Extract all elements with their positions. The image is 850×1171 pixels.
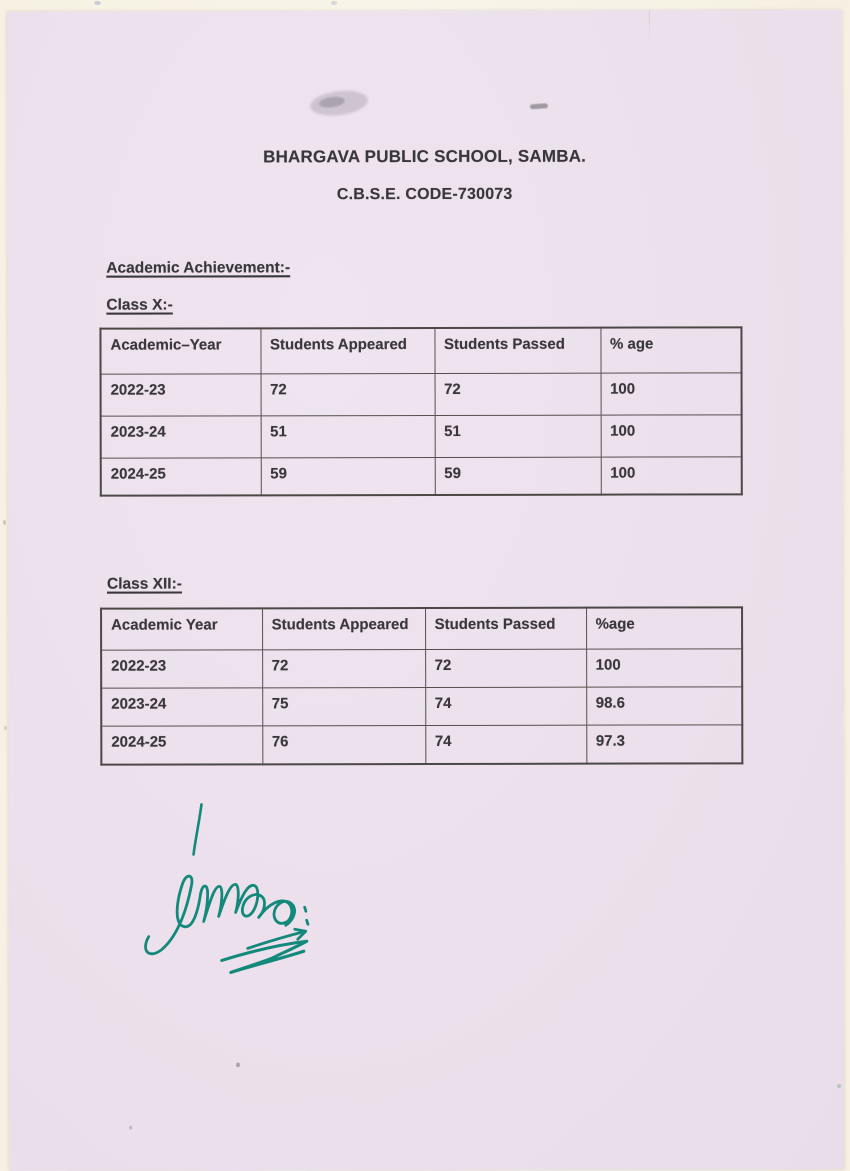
table-cell: 2022-23 [101, 373, 261, 415]
table-cell: 74 [425, 687, 586, 725]
table-cell: 100 [601, 456, 742, 494]
table-cell: 72 [261, 373, 435, 415]
table-cell: 51 [261, 415, 435, 457]
table-row [101, 648, 742, 687]
column-header: Students Appeared [260, 328, 434, 373]
principal-signature [135, 790, 345, 990]
heading-class-x: Class X:- [106, 296, 173, 314]
section-heading-academic-achievement: Academic Achievement:- [106, 259, 291, 277]
table-cell: 72 [425, 649, 586, 687]
table-cell: 2022-23 [101, 649, 262, 687]
table-cell: 2024-25 [101, 725, 262, 764]
scan-speck [94, 1, 101, 5]
scan-speck [4, 726, 7, 730]
paper [7, 10, 844, 1171]
scan-speck [331, 1, 337, 5]
column-header: %age [586, 607, 742, 648]
table-cell: 75 [262, 687, 425, 725]
paper-crease [649, 11, 650, 49]
table-row [101, 686, 742, 725]
table-header-row [101, 607, 742, 649]
table-cell: 59 [435, 457, 601, 495]
table-cell: 74 [425, 725, 586, 764]
class-xii-results-table [100, 606, 743, 765]
table-cell: 2023-24 [101, 415, 261, 457]
scan-speck [3, 520, 6, 525]
column-header: Academic Year [101, 608, 262, 649]
table-cell: 72 [262, 649, 425, 687]
table-cell: 98.6 [586, 686, 742, 724]
table-header-row [100, 327, 741, 373]
table-cell: 100 [601, 414, 742, 456]
column-header: Students Passed [434, 328, 600, 373]
table-row [101, 414, 742, 457]
table-cell: 51 [435, 415, 601, 457]
table-row [101, 372, 742, 415]
column-header: Academic–Year [100, 328, 260, 373]
column-header: % age [600, 327, 741, 372]
column-header: Students Appeared [262, 608, 425, 649]
table-cell: 59 [261, 457, 435, 495]
scan-speck [129, 1126, 132, 1130]
table-cell: 2024-25 [101, 457, 261, 495]
pencil-smudge [530, 103, 548, 109]
table-row [101, 724, 742, 764]
column-header: Students Passed [425, 608, 586, 649]
cbse-code: C.B.S.E. CODE-730073 [336, 185, 513, 204]
scan-speck [236, 1062, 240, 1067]
scan-speck [837, 1084, 841, 1088]
table-row [101, 456, 742, 495]
signature-ink-icon [135, 790, 345, 990]
school-title: BHARGAVA PUBLIC SCHOOL, SAMBA. [263, 146, 587, 167]
table-cell: 2023-24 [101, 687, 262, 725]
heading-class-xii: Class XII:- [106, 575, 182, 593]
pencil-smudge [318, 95, 345, 109]
table-cell: 76 [262, 725, 425, 764]
pencil-smudge [309, 88, 370, 119]
table-cell: 97.3 [586, 724, 742, 763]
table-cell: 100 [601, 372, 742, 414]
table-cell: 100 [586, 648, 742, 686]
class-x-results-table [99, 326, 742, 496]
table-cell: 72 [435, 373, 601, 415]
